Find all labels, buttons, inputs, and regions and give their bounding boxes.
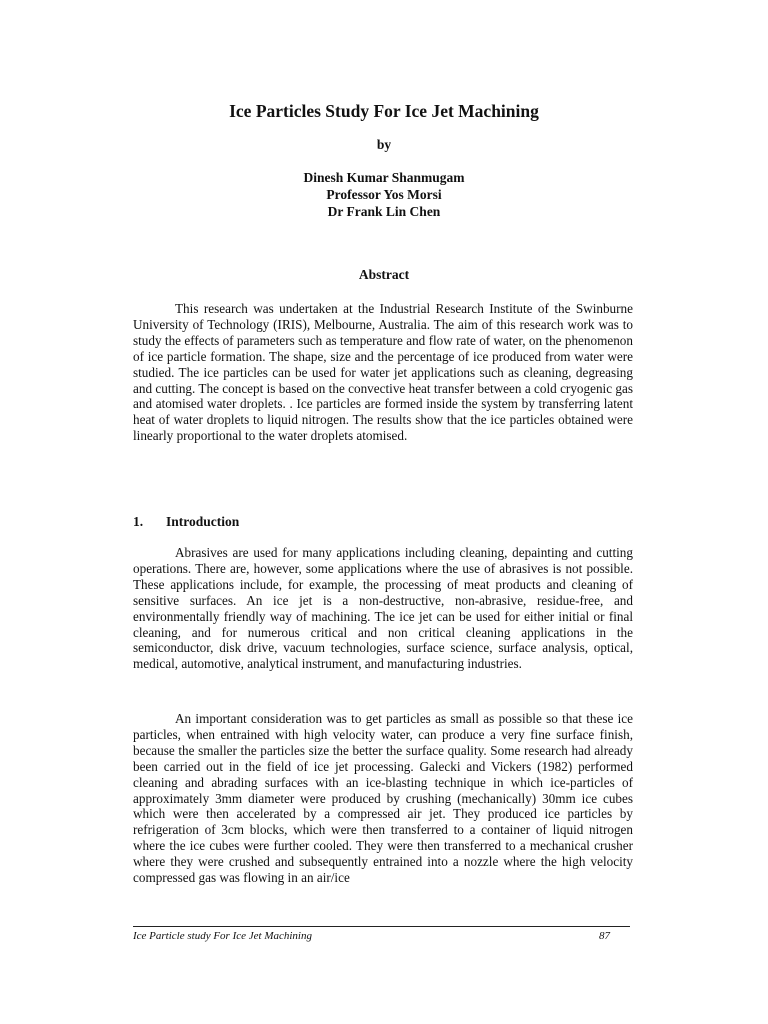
section-number: 1. bbox=[133, 514, 144, 529]
author-name: Dinesh Kumar Shanmugam bbox=[303, 170, 465, 185]
body-paragraph: An important consideration was to get particles as small as possible so that these ice particles, when entrained with high velocity water, can produce a very fine surface finish, because the smaller the particles size the better the surface quality. Some research had already been carried out in the field of ice jet processing. Galecki and Vickers (1982) performed cleaning and abrading surfaces with an ice-blasting technique in which ice-particles of approximately 3mm diameter were produced by crushing (mechanically) 30mm ice cubes which were then accelerated by a compressed air jet. They produced ice particles by refrigeration of 3cm blocks, which were then transferred to a container of liquid nitrogen where the ice cubes were further cooled. They were then transferred to a mechanical crusher where they were crushed and subsequently entrained into a nozzle where the high velocity compressed gas was flowing in an air/ice bbox=[133, 711, 633, 886]
footer-running-title: Ice Particle study For Ice Jet Machining bbox=[133, 930, 312, 942]
byline: by bbox=[376, 137, 392, 152]
body-paragraph: Abrasives are used for many applications including cleaning, depainting and cutting operations. There are, however, some applications where the use of abrasives is not possible. These applications include, for example, the processing of meat products and cleaning of sensitive surfaces. An ice jet is a non-destructive, non-abrasive, residue-free, and environmentally friendly way of machining. The ice jet can be used for either initial or final cleaning, and for numerous critical and non critical cleaning applications in the semiconductor, disk drive, vacuum technologies, surface science, surface analysis, optical, medical, automotive, analytical instrument, and manufacturing industries. bbox=[133, 545, 633, 672]
footer-divider bbox=[133, 926, 630, 927]
footer-page-number: 87 bbox=[599, 930, 610, 942]
paper-title: Ice Particles Study For Ice Jet Machining bbox=[229, 101, 539, 121]
abstract-text: This research was undertaken at the Industrial Research Institute of the Swinburne University of Technology (IRIS), Melbourne, Australia. The aim of this research work was to study the effects of parameters such as temperature and flow rate of water, on the phenomenon of ice particle formation. The shape, size and the percentage of ice produced from water were studied. The ice particles can be used for water jet applications such as cleaning, degreasing and cutting. The concept is based on the convective heat transfer between a cold cryogenic gas and atomised water droplets. . Ice particles are formed inside the system by transferring latent heat of water droplets to liquid nitrogen. The results show that the ice particles obtained were linearly proportional to the water droplets atomised. bbox=[133, 301, 633, 444]
section-heading-introduction bbox=[133, 513, 239, 531]
author-name: Dr Frank Lin Chen bbox=[327, 204, 441, 219]
abstract-heading: Abstract bbox=[358, 267, 410, 282]
author-name: Professor Yos Morsi bbox=[326, 187, 442, 202]
author-list bbox=[0, 169, 768, 220]
section-title: Introduction bbox=[166, 514, 240, 529]
